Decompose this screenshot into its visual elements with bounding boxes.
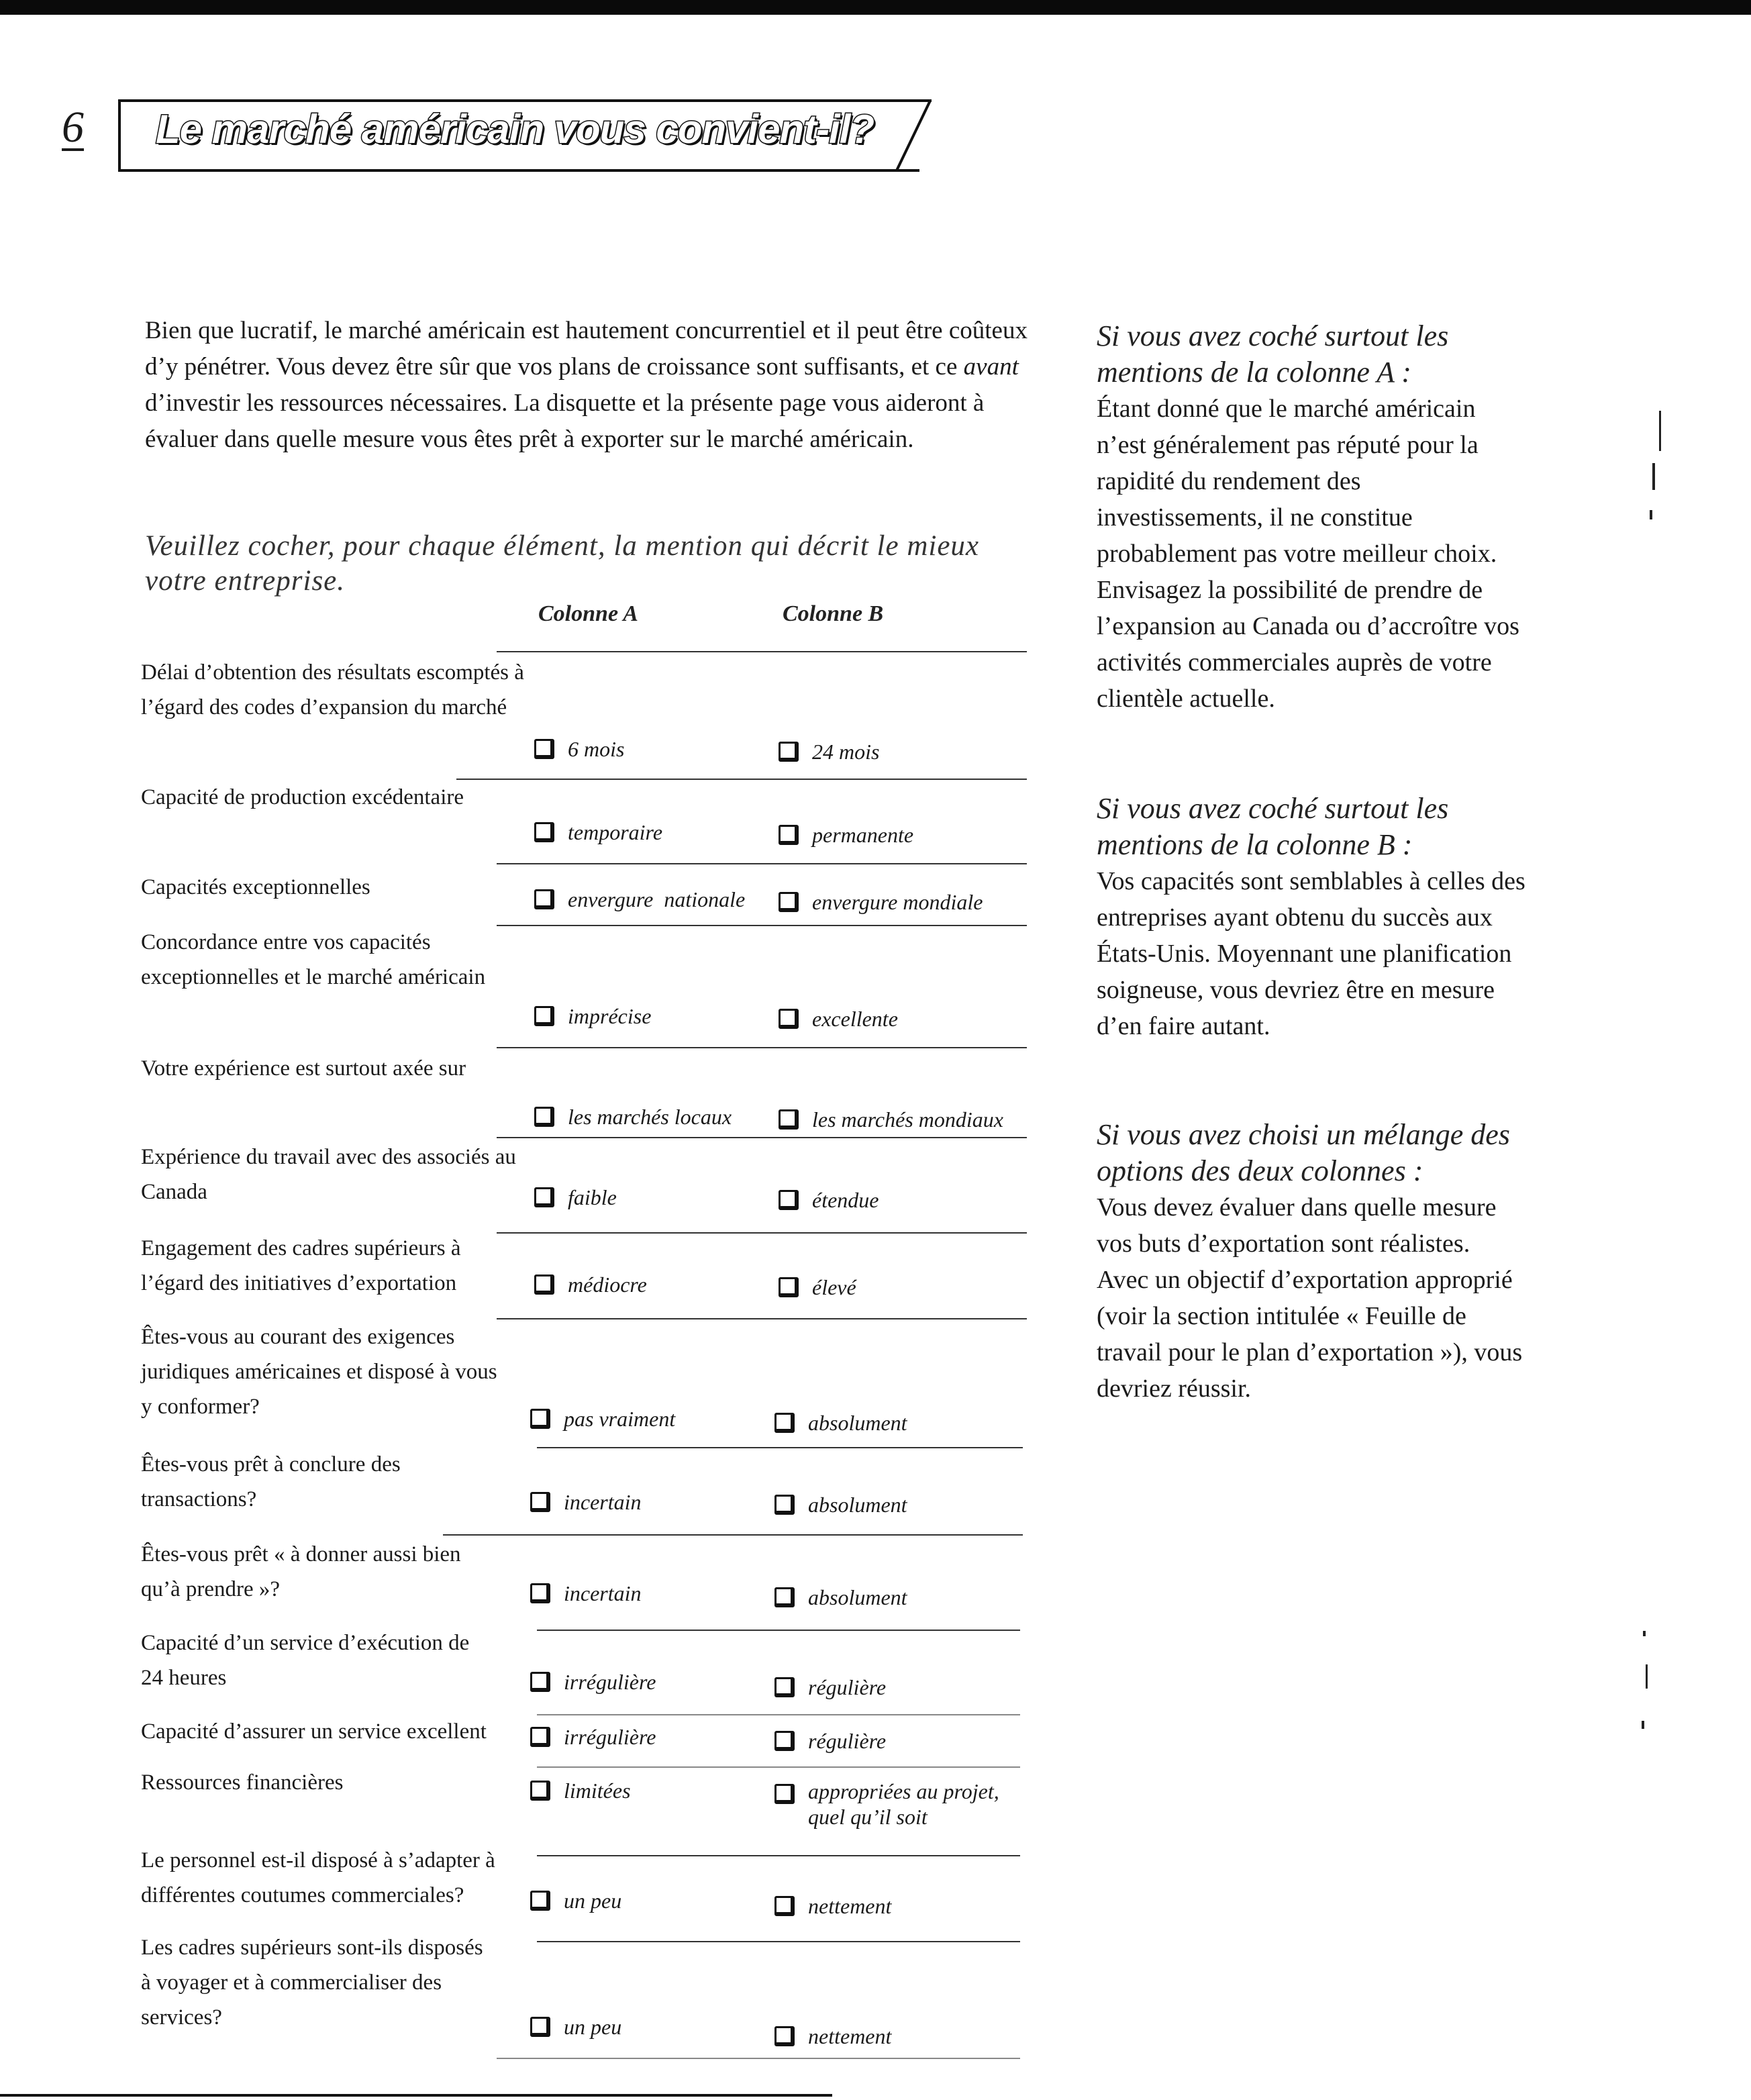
- checkbox[interactable]: [779, 1190, 799, 1210]
- checkbox[interactable]: [530, 1781, 550, 1801]
- page-number: 6: [62, 103, 84, 152]
- option-label: irrégulière: [564, 1725, 656, 1749]
- option-label: incertain: [564, 1581, 642, 1605]
- option-label: 6 mois: [568, 737, 625, 761]
- row-divider: [497, 1232, 1027, 1234]
- checkbox[interactable]: [534, 739, 554, 759]
- checkbox[interactable]: [774, 1896, 795, 1916]
- row-divider: [537, 1855, 1020, 1856]
- sidebar-body: Vos capacités sont semblables à celles des entreprises ayant obtenu du succès aux États-Unis. Moyennant une planification soigneuse, vous devriez être en mesure d’en faire autant.: [1097, 867, 1525, 1040]
- checkbox[interactable]: [530, 2017, 550, 2037]
- option-label: médiocre: [568, 1272, 647, 1297]
- scan-mark: [1650, 510, 1652, 519]
- page-title: Le marché américain vous convient-il?: [156, 107, 874, 152]
- column-a-header: Colonne A: [538, 601, 638, 626]
- scan-mark: [1642, 1721, 1644, 1729]
- option-a[interactable]: [534, 1101, 732, 1133]
- intro-text: d’investir les ressources nécessaires. La disquette et la présente page vous aideront à évaluer dans quelle mesure vous êtes prêt à exporter sur le marché américain.: [145, 389, 985, 453]
- row-divider: [497, 1047, 1027, 1048]
- checkbox[interactable]: [774, 1587, 795, 1607]
- option-label: appropriées au projet, quel qu’il soit: [808, 1779, 999, 1829]
- intro-paragraph: [145, 313, 1038, 458]
- sidebar-body: Étant donné que le marché américain n’est généralement pas réputé pour la rapidité du rendement des investissements, il ne constitue probablement pas votre meilleur choix. Envisagez la possibilité de prendre de l’expansion au Canada ou d’accroître vos activités commerciales auprès de votre clientèle actuelle.: [1097, 395, 1519, 713]
- option-b[interactable]: [779, 1184, 879, 1216]
- checkbox[interactable]: [530, 1727, 550, 1747]
- option-label: absolument: [808, 1411, 907, 1435]
- option-b[interactable]: [774, 1581, 907, 1613]
- checkbox[interactable]: [530, 1409, 550, 1429]
- scan-mark: [1652, 463, 1655, 490]
- option-label: imprécise: [568, 1004, 652, 1028]
- option-label: permanente: [812, 823, 914, 847]
- option-b[interactable]: [774, 1779, 1030, 1843]
- row-divider: [537, 1447, 1023, 1448]
- option-label: 24 mois: [812, 740, 880, 764]
- sidebar-block-a: [1097, 318, 1526, 717]
- option-label: absolument: [808, 1585, 907, 1609]
- option-a[interactable]: [530, 1721, 656, 1753]
- row-label: Capacité d’assurer un service excellent: [141, 1719, 487, 1744]
- checkbox[interactable]: [534, 1107, 554, 1127]
- option-b[interactable]: [774, 1407, 907, 1439]
- option-label: un peu: [564, 1889, 622, 1913]
- row-label: Expérience du travail avec des associés au Canada: [141, 1145, 516, 1204]
- option-label: nettement: [808, 2024, 892, 2048]
- row-divider: [497, 1318, 1027, 1319]
- checkbox[interactable]: [774, 1677, 795, 1697]
- checkbox[interactable]: [534, 1274, 554, 1295]
- option-b[interactable]: [779, 886, 983, 918]
- sidebar-body: Vous devez évaluer dans quelle mesure vos buts d’exportation sont réalistes. Avec un objectif d’exportation approprié (voir la section intitulée « Feuille de travail pour le plan d’exportation »), vous devriez réussir.: [1097, 1193, 1523, 1403]
- row-divider: [537, 1766, 1020, 1768]
- option-a[interactable]: [534, 733, 624, 765]
- checkbox[interactable]: [779, 742, 799, 762]
- row-label: Ressources financières: [141, 1770, 344, 1795]
- row-label: Votre expérience est surtout axée sur: [141, 1056, 466, 1081]
- option-b[interactable]: [774, 1725, 886, 1757]
- option-b[interactable]: [779, 1103, 1003, 1136]
- checkbox[interactable]: [534, 889, 554, 909]
- scan-mark: [1643, 1631, 1646, 1636]
- option-label: étendue: [812, 1188, 879, 1212]
- option-label: nettement: [808, 1894, 892, 1918]
- option-label: envergure mondiale: [812, 890, 983, 914]
- option-label: faible: [568, 1185, 617, 1209]
- checkbox[interactable]: [530, 1672, 550, 1692]
- row-label: Capacité d’un service d’exécution de 24 heures: [141, 1631, 470, 1690]
- option-a[interactable]: [530, 2011, 621, 2043]
- option-label: envergure nationale: [568, 887, 746, 911]
- row-label: Engagement des cadres supérieurs à l’égard des initiatives d’exportation: [141, 1236, 461, 1295]
- row-divider: [497, 925, 1027, 926]
- option-a[interactable]: [534, 1181, 617, 1213]
- option-label: excellente: [812, 1007, 898, 1031]
- row-label: Le personnel est-il disposé à s’adapter à différentes coutumes commerciales?: [141, 1848, 495, 1907]
- option-label: les marchés locaux: [568, 1105, 732, 1129]
- sidebar-block-b: [1097, 791, 1526, 1044]
- intro-text: Bien que lucratif, le marché américain est hautement concurrentiel et il peut être coûteux d’y pénétrer. Vous devez être sûr que vos plans de croissance sont suffisants, et ce: [145, 317, 1028, 381]
- row-divider: [443, 1534, 1023, 1536]
- row-label: Les cadres supérieurs sont-ils disposés à voyager et à commercialiser des services?: [141, 1936, 483, 2030]
- option-a[interactable]: [534, 816, 662, 848]
- checkbox[interactable]: [774, 1731, 795, 1751]
- option-b[interactable]: [774, 2020, 891, 2052]
- sidebar-heading: Si vous avez choisi un mélange des options des deux colonnes :: [1097, 1118, 1510, 1187]
- intro-emphasis: avant: [963, 353, 1019, 381]
- checkbox[interactable]: [779, 1109, 799, 1130]
- checkbox[interactable]: [774, 1413, 795, 1433]
- option-label: régulière: [808, 1729, 887, 1753]
- scan-top-border: [0, 0, 1751, 15]
- sidebar-block-mixed: [1097, 1117, 1526, 1407]
- option-b[interactable]: [779, 819, 913, 851]
- checkbox[interactable]: [774, 1495, 795, 1515]
- row-divider: [497, 863, 1027, 864]
- row-label: Êtes-vous prêt à conclure des transactions?: [141, 1452, 401, 1511]
- option-a[interactable]: [530, 1666, 656, 1698]
- option-label: pas vraiment: [564, 1407, 676, 1431]
- row-label: Concordance entre vos capacités exceptionnelles et le marché américain: [141, 930, 486, 989]
- option-b[interactable]: [774, 1890, 891, 1922]
- checkbox[interactable]: [534, 1187, 554, 1207]
- checkbox[interactable]: [779, 1277, 799, 1297]
- checkbox[interactable]: [779, 892, 799, 912]
- title-banner-slant: [893, 99, 933, 172]
- option-a[interactable]: [530, 1403, 675, 1435]
- scan-mark: [1659, 411, 1661, 451]
- row-divider: [537, 1714, 1020, 1715]
- option-label: régulière: [808, 1675, 887, 1699]
- option-label: temporaire: [568, 820, 663, 844]
- checkbox[interactable]: [779, 1009, 799, 1029]
- option-label: incertain: [564, 1490, 642, 1514]
- sidebar-heading: Si vous avez coché surtout les mentions de la colonne A :: [1097, 319, 1449, 389]
- scan-bottom-border: [0, 2094, 832, 2097]
- row-label: Êtes-vous prêt « à donner aussi bien qu’à prendre »?: [141, 1542, 461, 1601]
- row-label: Capacités exceptionnelles: [141, 875, 370, 899]
- checkbox[interactable]: [534, 822, 554, 842]
- column-b-header: Colonne B: [783, 601, 884, 626]
- row-divider: [497, 1137, 1027, 1138]
- option-a[interactable]: [530, 1577, 642, 1609]
- row-divider: [497, 2058, 1020, 2059]
- checkbox[interactable]: [779, 825, 799, 845]
- option-a[interactable]: [534, 883, 745, 915]
- option-b[interactable]: [779, 736, 879, 768]
- option-label: élevé: [812, 1275, 856, 1299]
- row-label: Délai d’obtention des résultats escomptés à l’égard des codes d’expansion du marché: [141, 660, 524, 719]
- option-b[interactable]: [779, 1003, 898, 1035]
- option-b[interactable]: [779, 1271, 856, 1303]
- row-divider: [456, 779, 1027, 780]
- option-a[interactable]: [534, 1000, 651, 1032]
- checkbox[interactable]: [530, 1583, 550, 1603]
- row-label: Capacité de production excédentaire: [141, 785, 464, 809]
- instruction-text: Veuillez cocher, pour chaque élément, la mention qui décrit le mieux votre entreprise.: [145, 530, 980, 597]
- row-label: Êtes-vous au courant des exigences juridiques américaines et disposé à vous y conformer?: [141, 1325, 497, 1419]
- option-label: irrégulière: [564, 1670, 656, 1694]
- option-a[interactable]: [530, 1885, 621, 1917]
- option-a[interactable]: [530, 1486, 642, 1518]
- scan-mark: [1646, 1664, 1648, 1689]
- option-label: un peu: [564, 2015, 622, 2039]
- row-divider: [537, 1630, 1020, 1631]
- checkbox[interactable]: [774, 2026, 795, 2046]
- row-divider: [537, 1941, 1020, 1942]
- checkbox[interactable]: [774, 1784, 795, 1804]
- checkbox[interactable]: [530, 1891, 550, 1911]
- checkbox[interactable]: [534, 1006, 554, 1026]
- option-a[interactable]: [534, 1268, 647, 1301]
- sidebar-heading: Si vous avez coché surtout les mentions de la colonne B :: [1097, 792, 1449, 861]
- option-label: absolument: [808, 1493, 907, 1517]
- option-b[interactable]: [774, 1489, 907, 1521]
- row-divider: [497, 651, 1027, 652]
- option-label: limitées: [564, 1779, 631, 1803]
- option-b[interactable]: [774, 1671, 886, 1703]
- option-a[interactable]: [530, 1774, 631, 1807]
- checkbox[interactable]: [530, 1492, 550, 1512]
- option-label: les marchés mondiaux: [812, 1107, 1003, 1132]
